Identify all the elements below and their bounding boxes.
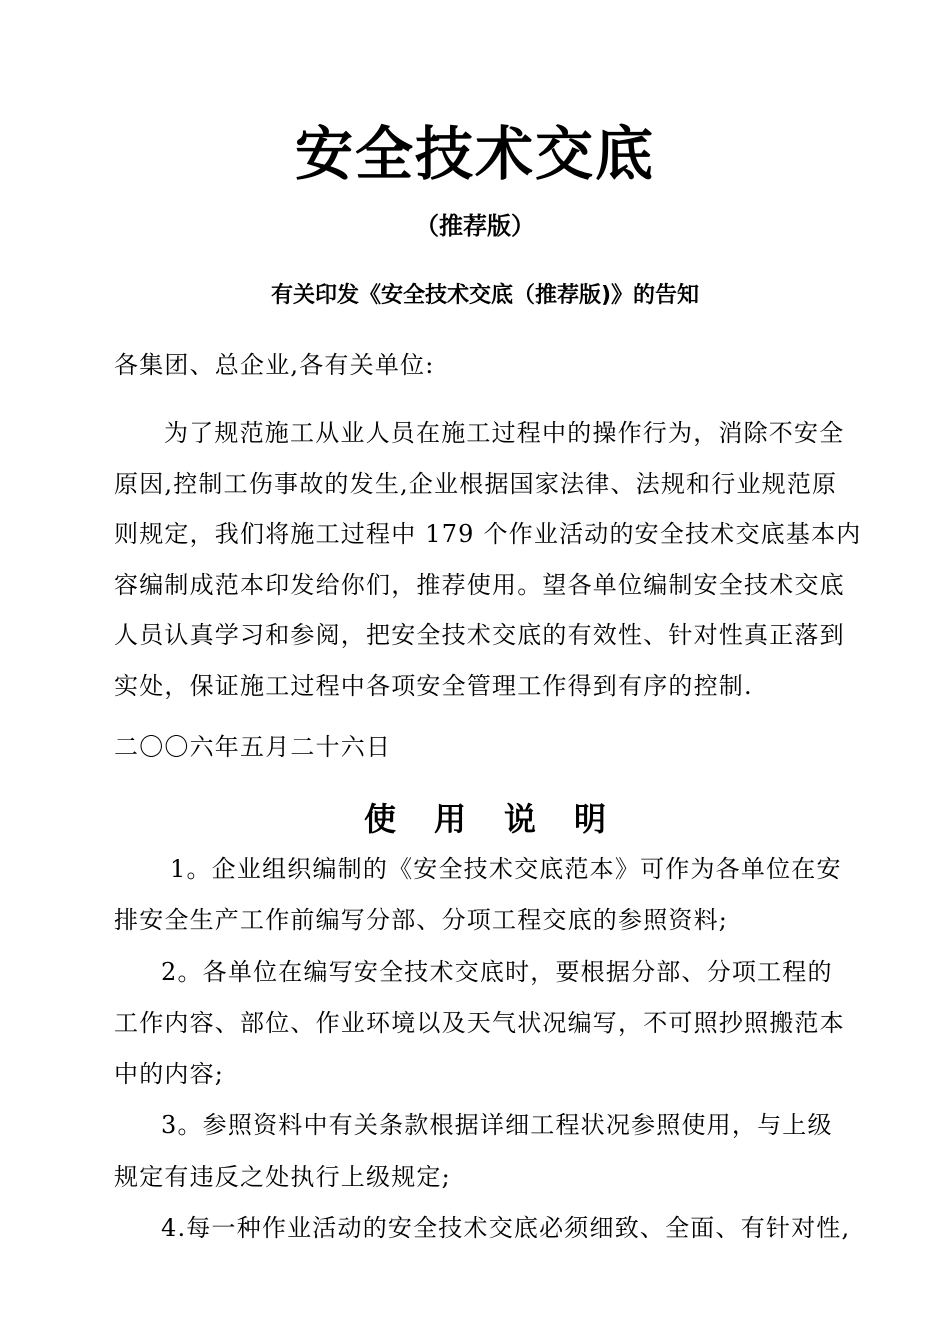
section-title-char: 使: [363, 800, 396, 838]
usage-line: 排安全生产工作前编写分部、分项工程交底的参照资料;: [114, 906, 729, 935]
document-subtitle: （推荐版）: [415, 212, 535, 240]
document-title: 安全技术交底: [294, 120, 655, 188]
usage-line: 规定有违反之处执行上级规定;: [114, 1162, 451, 1191]
notice-paragraph: [114, 408, 864, 711]
paragraph-line: 实处，保证施工过程中各项安全管理工作得到有序的控制.: [114, 671, 753, 700]
paragraph-line: 为了规范施工从业人员在施工过程中的操作行为，消除不安全: [164, 419, 845, 447]
usage-list: [114, 844, 864, 1254]
usage-line: 4.每一种作业活动的安全技术交底必须细致、全面、有针对性,: [161, 1214, 851, 1243]
notice-date: 二〇〇六年五月二十六日: [114, 733, 392, 761]
paragraph-line: 容编制成范本印发给你们，推荐使用。望各单位编制安全技术交底: [114, 570, 845, 599]
paragraph-line: 原因,控制工伤事故的发生,企业根据国家法律、法规和行业规范原: [114, 469, 838, 498]
usage-line: 3。参照资料中有关条款根据详细工程状况参照使用，与上级: [161, 1111, 833, 1140]
greeting: 各集团、总企业,各有关单位:: [114, 351, 435, 379]
usage-line: 工作内容、部位、作业环境以及天气状况编写，不可照抄照搬范本: [114, 1008, 845, 1037]
usage-line: 2。各单位在编写安全技术交底时，要根据分部、分项工程的: [161, 957, 833, 986]
section-title-char: 用: [433, 800, 466, 838]
section-title-char: 明: [574, 800, 607, 838]
paragraph-line: 则规定，我们将施工过程中 179 个作业活动的安全技术交底基本内: [114, 520, 862, 548]
section-title-char: 说: [504, 800, 537, 838]
notice-title: 有关印发《安全技术交底（推荐版)》的告知: [270, 283, 700, 308]
usage-line: 中的内容;: [114, 1060, 225, 1089]
usage-line: 1。企业组织编制的《安全技术交底范本》可作为各单位在安: [170, 855, 842, 883]
paragraph-line: 人员认真学习和参阅，把安全技术交底的有效性、针对性真正落到: [114, 621, 845, 649]
section-title: [0, 794, 950, 844]
